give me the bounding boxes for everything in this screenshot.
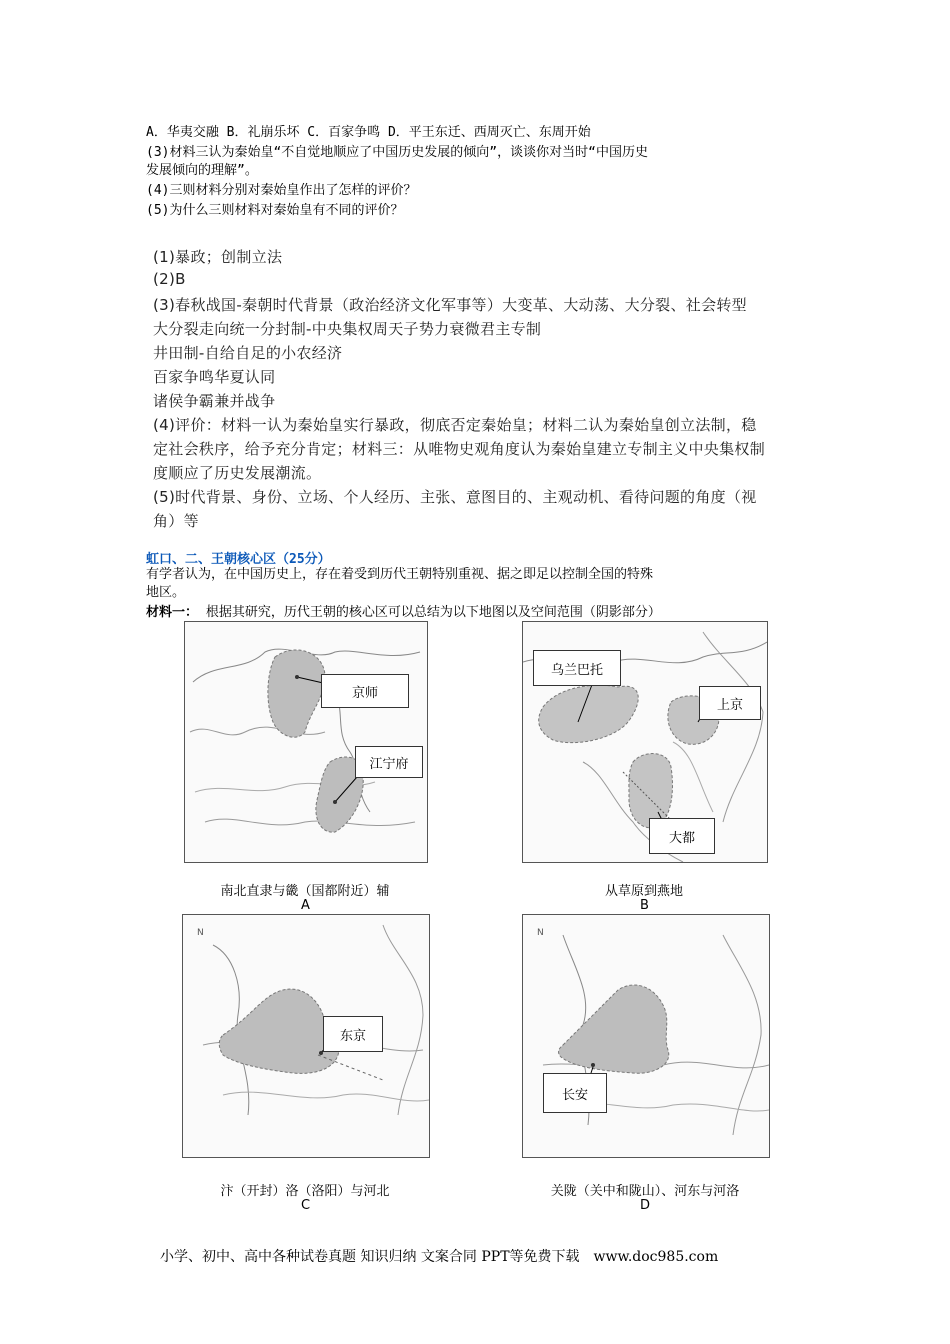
map-a-drawing (185, 622, 427, 862)
map-d-callout: 长安 (543, 1073, 607, 1113)
map-a (184, 621, 428, 863)
map-c-caption: 汴（开封）洛（洛阳）与河北 (220, 1184, 390, 1199)
map-b (522, 621, 768, 863)
map-b-callout: 上京 (699, 686, 761, 720)
question-2-options: A．华夷交融 B．礼崩乐坏 C．百家争鸣 D．平王东迁、西周灭亡、东周开始 (146, 125, 591, 140)
map-c-callout: 东京 (323, 1016, 383, 1052)
material-one (146, 604, 661, 622)
section-intro-line-1: 有学者认为，在中国历史上，存在着受到历代王朝特别重视、据之即足以控制全国的特殊 (146, 567, 654, 582)
section-title: 虹口、二、王朝核心区（25分） (146, 552, 331, 567)
answer-line: 井田制-自给自足的小农经济 (153, 344, 343, 362)
map-b-callout: 乌兰巴托 (533, 650, 621, 686)
answer-line: 诸侯争霸兼并战争 (153, 392, 276, 410)
map-b-caption: 从草原到燕地 (604, 884, 683, 899)
answer-line: (3)春秋战国-秦朝时代背景（政治经济文化军事等）大变革、大动荡、大分裂、社会转型 (153, 296, 747, 314)
map-a-caption: 南北直隶与畿（国都附近）辅 (220, 884, 390, 899)
map-c (182, 914, 430, 1158)
footer (160, 1246, 718, 1266)
map-d-drawing (523, 915, 769, 1157)
question-4: (4)三则材料分别对秦始皇作出了怎样的评价？ (146, 183, 417, 198)
material-label: 材料一： (146, 605, 199, 620)
footer-text: 小学、初中、高中各种试卷真题 知识归纳 文案合同 PPT等免费下载 (160, 1249, 580, 1265)
material-text: 根据其研究，历代王朝的核心区可以总结为以下地图以及空间范围（阴影部分） (198, 605, 661, 620)
answer-line: 角）等 (153, 512, 199, 530)
answer-line: 百家争鸣华夏认同 (153, 368, 276, 386)
question-3-line-1: (3)材料三认为秦始皇“不自觉地顺应了中国历史发展的倾向”，谈谈你对当时“中国历史 (146, 145, 648, 160)
map-d (522, 914, 770, 1158)
answer-line: 大分裂走向统一分封制-中央集权周天子势力衰微君主专制 (153, 320, 542, 338)
svg-text:N: N (537, 928, 544, 938)
footer-url[interactable]: www.doc985.com (593, 1249, 719, 1265)
map-c-drawing (183, 915, 429, 1157)
map-a-callout: 江宁府 (355, 746, 423, 778)
map-d-letter: D (640, 1198, 651, 1213)
answer-line: 度顺应了历史发展潮流。 (153, 464, 322, 482)
answer-line: (4)评价：材料一认为秦始皇实行暴政，彻底否定秦始皇；材料二认为秦始皇创立法制，稳 (153, 416, 757, 434)
answer-line: (2)B (153, 270, 186, 288)
answer-line: (5)时代背景、身份、立场、个人经历、主张、意图目的、主观动机、看待问题的角度（视 (153, 488, 757, 506)
map-a-callout: 京师 (321, 674, 409, 708)
svg-text:N: N (197, 928, 204, 938)
answer-line: 定社会秩序，给予充分肯定；材料三：从唯物史观角度认为秦始皇建立专制主义中央集权制 (153, 440, 766, 458)
map-a-letter: A (301, 898, 310, 913)
map-b-letter: B (640, 898, 649, 913)
map-c-letter: C (301, 1198, 311, 1213)
map-d-caption: 关陇（关中和陇山）、河东与河洛 (550, 1184, 740, 1199)
question-5: (5)为什么三则材料对秦始皇有不同的评价？ (146, 203, 404, 218)
question-3-line-2: 发展倾向的理解”。 (146, 163, 258, 178)
answer-line: (1)暴政；创制立法 (153, 248, 283, 266)
map-b-callout: 大都 (649, 818, 715, 854)
section-intro-line-2: 地区。 (146, 585, 186, 600)
